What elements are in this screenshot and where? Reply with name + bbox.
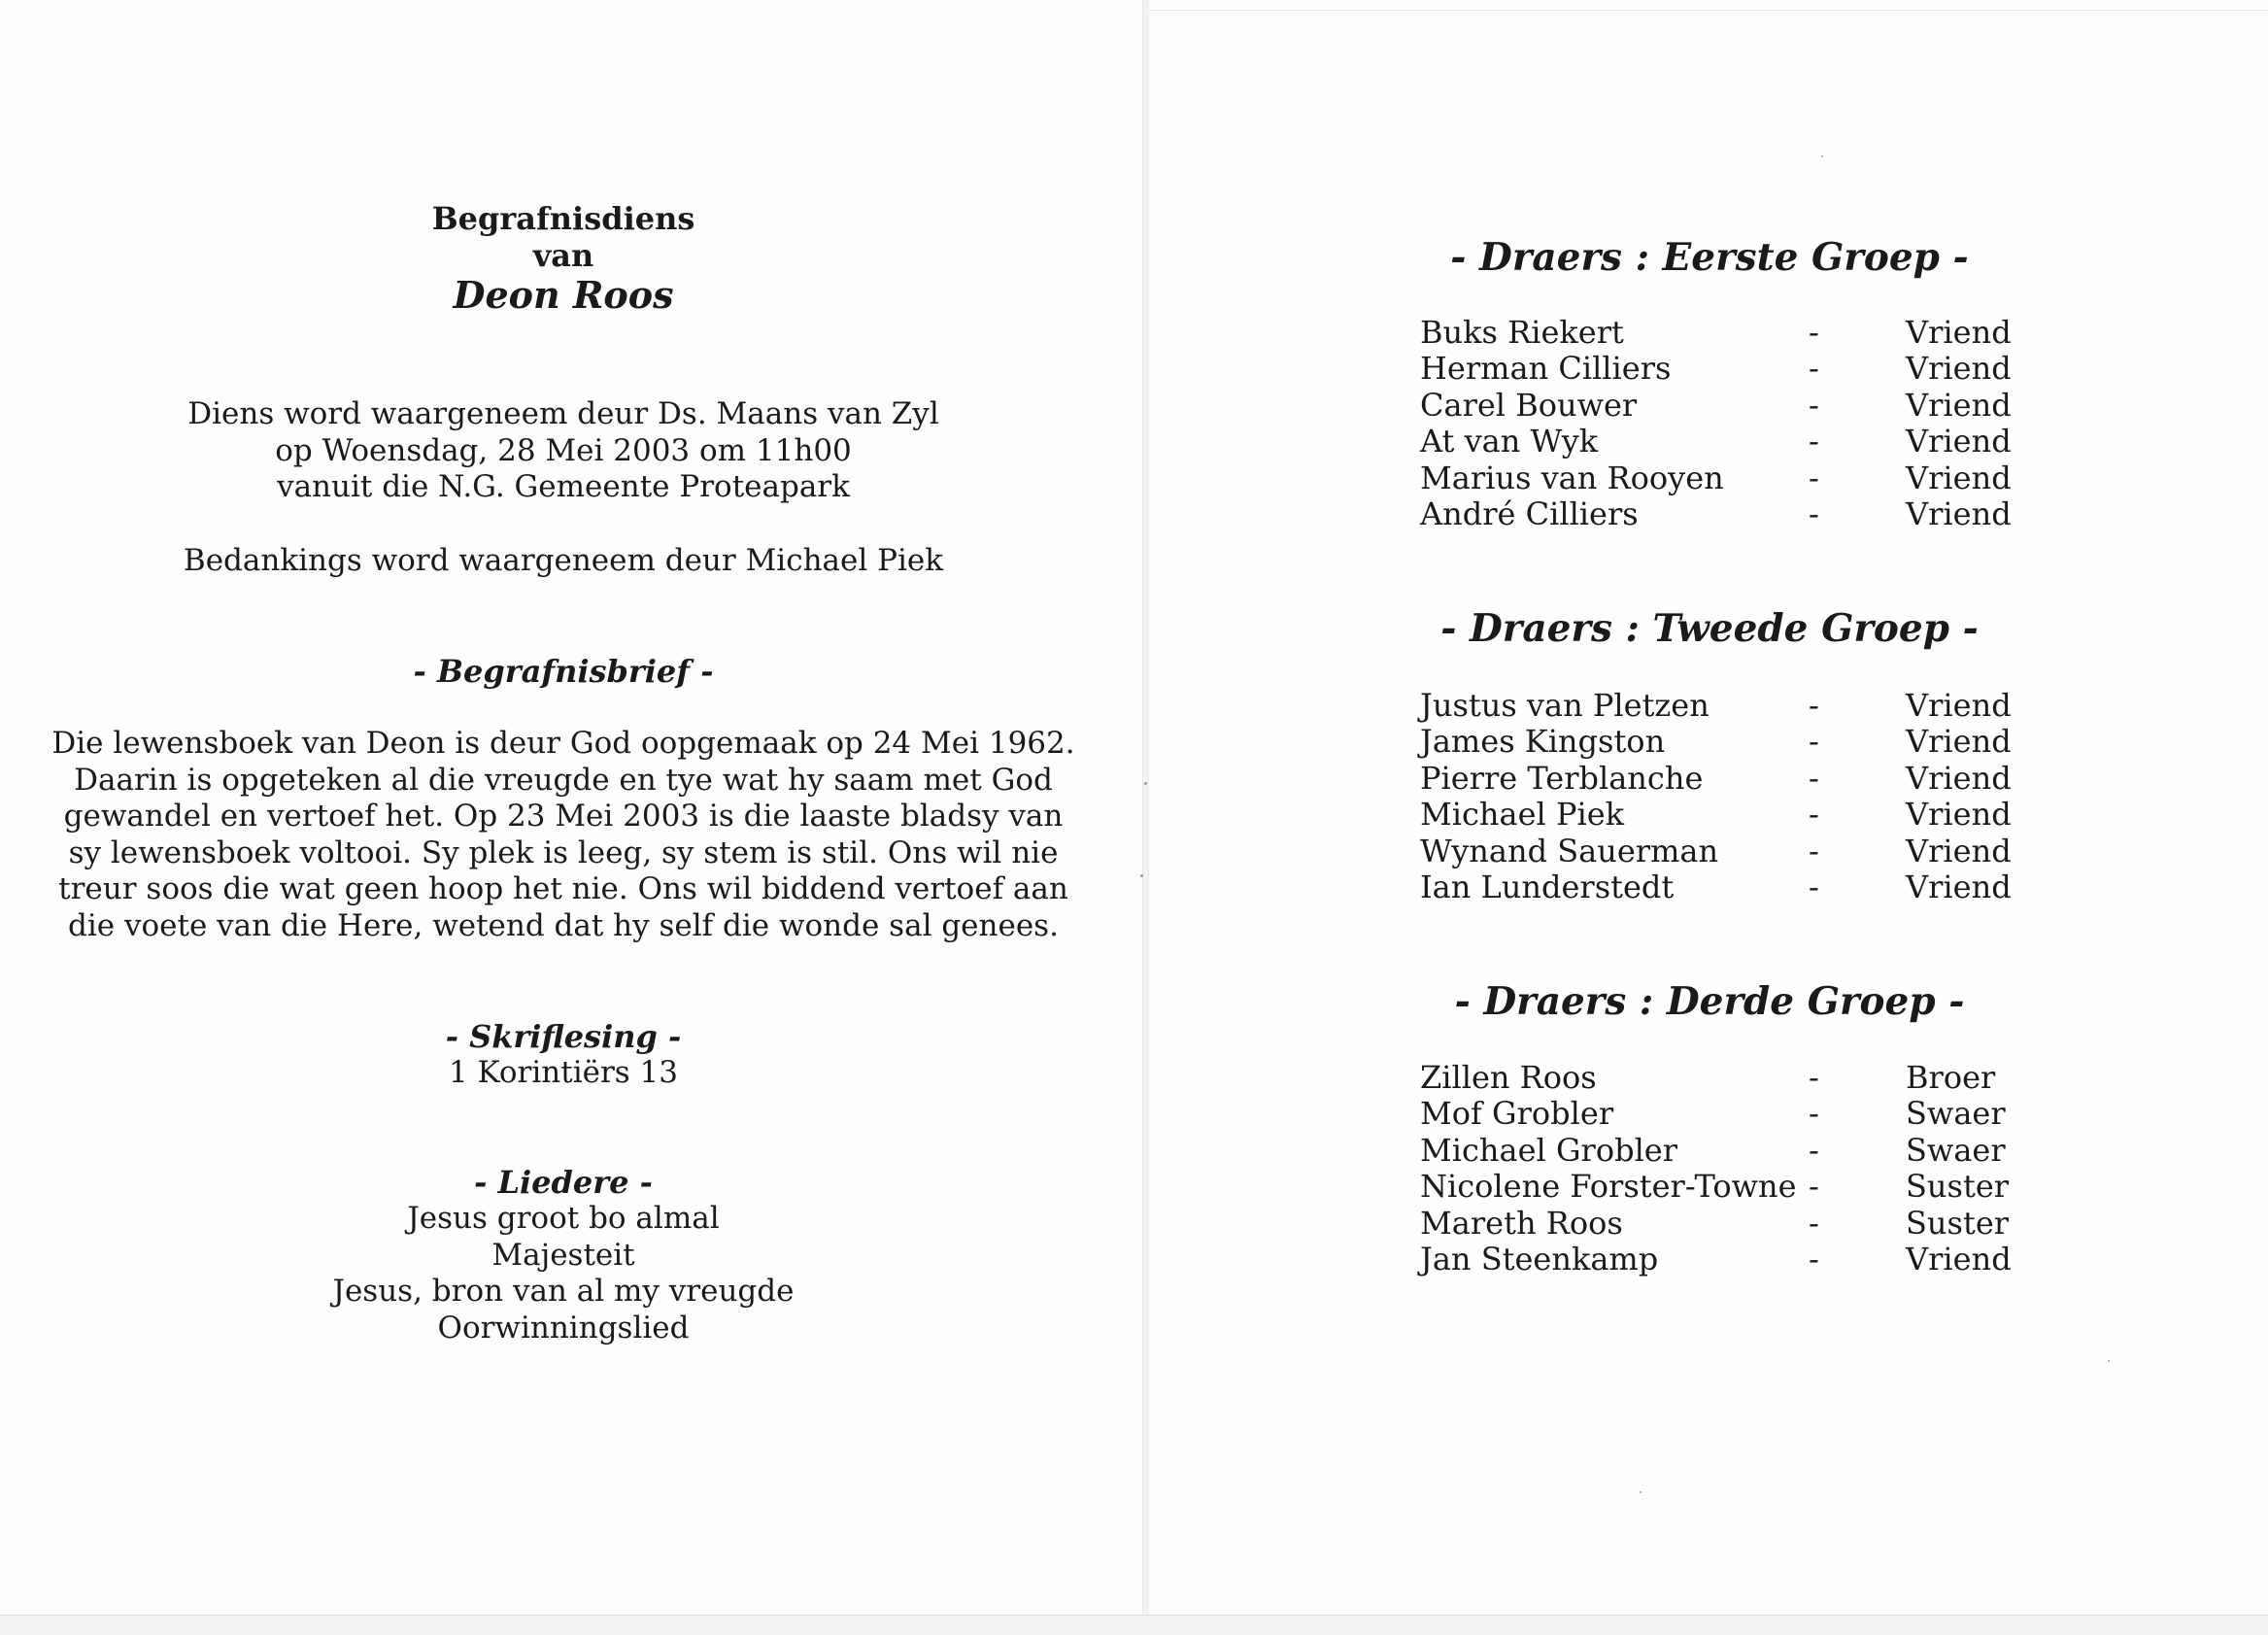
group-3-heading: - Draers : Derde Groep - <box>1454 979 1965 1024</box>
bearer-name: Justus van Pletzen <box>1420 687 1709 724</box>
bearer-relation: Swaer <box>1906 1131 2006 1169</box>
scan-speck <box>2108 1360 2110 1362</box>
bearer-dash: - <box>1809 423 1819 460</box>
bearer-relation: Vriend <box>1906 1240 2012 1277</box>
bearer-row <box>1420 388 2042 424</box>
thanks-line <box>0 543 1127 580</box>
bearer-dash: - <box>1809 1131 1819 1169</box>
scripture-reference: 1 Korintiërs 13 <box>448 1055 678 1090</box>
bearer-dash: - <box>1809 386 1819 424</box>
bearer-row <box>1420 1206 2042 1242</box>
bearer-dash: - <box>1809 350 1819 388</box>
bearer-row <box>1420 869 2042 905</box>
bearer-name: Pierre Terblanche <box>1420 759 1704 797</box>
bearer-name: At van Wyk <box>1420 423 1599 460</box>
bearer-relation: Broer <box>1906 1059 1996 1096</box>
bearer-dash: - <box>1809 1059 1819 1096</box>
bearer-dash: - <box>1809 1240 1819 1277</box>
letter-line: Die lewensboek van Deon is deur God oopgemaak op 24 Mei 1962. <box>51 726 1075 761</box>
bearer-name: James Kingston <box>1420 723 1666 761</box>
song-item: Oorwinningslied <box>437 1310 690 1345</box>
bearer-name: Wynand Sauerman <box>1420 832 1719 869</box>
bearer-relation: Vriend <box>1906 314 2012 351</box>
bearer-dash: - <box>1809 759 1819 797</box>
title-line-2: van <box>532 237 594 274</box>
bearer-name: Mareth Roos <box>1420 1204 1623 1242</box>
bearer-row <box>1420 351 2042 387</box>
bearer-name: Carel Bouwer <box>1420 386 1638 424</box>
bearer-relation: Vriend <box>1906 423 2012 460</box>
bearer-dash: - <box>1809 723 1819 761</box>
bearer-dash: - <box>1809 1168 1819 1206</box>
bearer-dash: - <box>1809 1204 1819 1242</box>
letter-line: gewandel en vertoef het. Op 23 Mei 2003 is die laaste bladsy van <box>63 799 1064 834</box>
service-details <box>0 396 1127 506</box>
deceased-name: Deon Roos <box>453 273 674 317</box>
service-line-3: vanuit die N.G. Gemeente Proteapark <box>277 469 850 504</box>
bearer-dash: - <box>1809 1095 1819 1133</box>
bearer-relation: Vriend <box>1906 868 2012 905</box>
songs-heading: - Liedere - <box>474 1164 653 1201</box>
title-line-1: Begrafnisdiens <box>431 200 695 237</box>
group-2-heading: - Draers : Tweede Groep - <box>1440 606 1979 651</box>
group-2-bearers <box>1420 688 2042 905</box>
bearer-row <box>1420 1169 2042 1205</box>
letter-line: Daarin is opgeteken al die vreugde en tye wat hy saam met God <box>74 762 1053 798</box>
scan-speck <box>1821 155 1823 157</box>
bearer-name: Mof Grobler <box>1420 1095 1614 1133</box>
bearer-row <box>1420 315 2042 351</box>
bearer-row <box>1420 1096 2042 1132</box>
bearer-name: Ian Lunderstedt <box>1420 868 1675 905</box>
bearer-dash: - <box>1809 796 1819 834</box>
bearer-relation: Vriend <box>1906 832 2012 869</box>
center-fold <box>1142 0 1149 1634</box>
scan-speck <box>1640 1491 1642 1493</box>
bearer-relation: Swaer <box>1906 1095 2006 1133</box>
bearer-dash: - <box>1809 314 1819 351</box>
bearer-name: Michael Piek <box>1420 796 1625 834</box>
songs-section <box>0 1164 1127 1346</box>
service-line-2: op Woensdag, 28 Mei 2003 om 11h00 <box>275 432 852 468</box>
scan-speck <box>1144 782 1147 785</box>
bearer-name: Herman Cilliers <box>1420 350 1672 388</box>
bearer-row <box>1420 424 2042 460</box>
bearer-relation: Vriend <box>1906 386 2012 424</box>
bearer-dash: - <box>1809 832 1819 869</box>
bearer-row <box>1420 797 2042 833</box>
bearer-name: Marius van Rooyen <box>1420 459 1724 496</box>
bearer-name: Jan Steenkamp <box>1420 1240 1659 1277</box>
bearer-row <box>1420 1242 2042 1277</box>
bearer-relation: Suster <box>1906 1204 2010 1242</box>
group-1-heading: - Draers : Eerste Groep - <box>1450 235 1969 280</box>
bearer-row <box>1420 688 2042 724</box>
scripture-section <box>0 1018 1127 1092</box>
bearer-row <box>1420 761 2042 797</box>
bearer-relation: Vriend <box>1906 494 2012 532</box>
song-item: Jesus, bron van al my vreugde <box>332 1274 795 1309</box>
bearer-relation: Vriend <box>1906 687 2012 724</box>
bottom-edge <box>0 1615 2268 1635</box>
group-3-bearers <box>1420 1060 2042 1277</box>
bearer-dash: - <box>1809 687 1819 724</box>
song-item: Jesus groot bo almal <box>407 1201 720 1236</box>
bearer-row <box>1420 496 2042 532</box>
bearer-name: Zillen Roos <box>1420 1059 1597 1096</box>
funeral-letter-heading-text: - Begrafnisbrief - <box>413 653 714 690</box>
service-title <box>0 200 1127 317</box>
bearer-row <box>1420 724 2042 760</box>
funeral-letter-heading <box>0 653 1127 690</box>
bearer-relation: Vriend <box>1906 459 2012 496</box>
bearer-row <box>1420 460 2042 496</box>
song-item: Majesteit <box>491 1237 635 1273</box>
bearer-name: Buks Riekert <box>1420 314 1624 351</box>
scripture-heading: - Skriflesing - <box>445 1018 682 1055</box>
service-line-1: Diens word waargeneem deur Ds. Maans van Zyl <box>187 396 939 431</box>
bearer-relation: Suster <box>1906 1168 2010 1206</box>
bearer-name: André Cilliers <box>1420 494 1639 532</box>
bearer-relation: Vriend <box>1906 759 2012 797</box>
bearer-dash: - <box>1809 494 1819 532</box>
bearer-dash: - <box>1809 868 1819 905</box>
thanks-text: Bedankings word waargeneem deur Michael Piek <box>183 543 944 578</box>
bearer-dash: - <box>1809 459 1819 496</box>
top-edge <box>1149 10 2268 11</box>
letter-line: treur soos die wat geen hoop het nie. Ons wil biddend vertoef aan <box>58 871 1068 906</box>
bearer-name: Nicolene Forster-Towne <box>1420 1168 1797 1206</box>
bearer-relation: Vriend <box>1906 350 2012 388</box>
letter-line: die voete van die Here, wetend dat hy self die wonde sal genees. <box>68 907 1059 943</box>
bearer-relation: Vriend <box>1906 723 2012 761</box>
bearer-name: Michael Grobler <box>1420 1131 1678 1169</box>
bearer-row <box>1420 1060 2042 1096</box>
group-1-bearers <box>1420 315 2042 532</box>
letter-line: sy lewensboek voltooi. Sy plek is leeg, sy stem is stil. Ons wil nie <box>68 835 1059 870</box>
bearer-relation: Vriend <box>1906 796 2012 834</box>
bearer-row <box>1420 834 2042 869</box>
scan-speck <box>1140 874 1143 877</box>
bearer-row <box>1420 1133 2042 1169</box>
funeral-letter <box>0 726 1127 944</box>
